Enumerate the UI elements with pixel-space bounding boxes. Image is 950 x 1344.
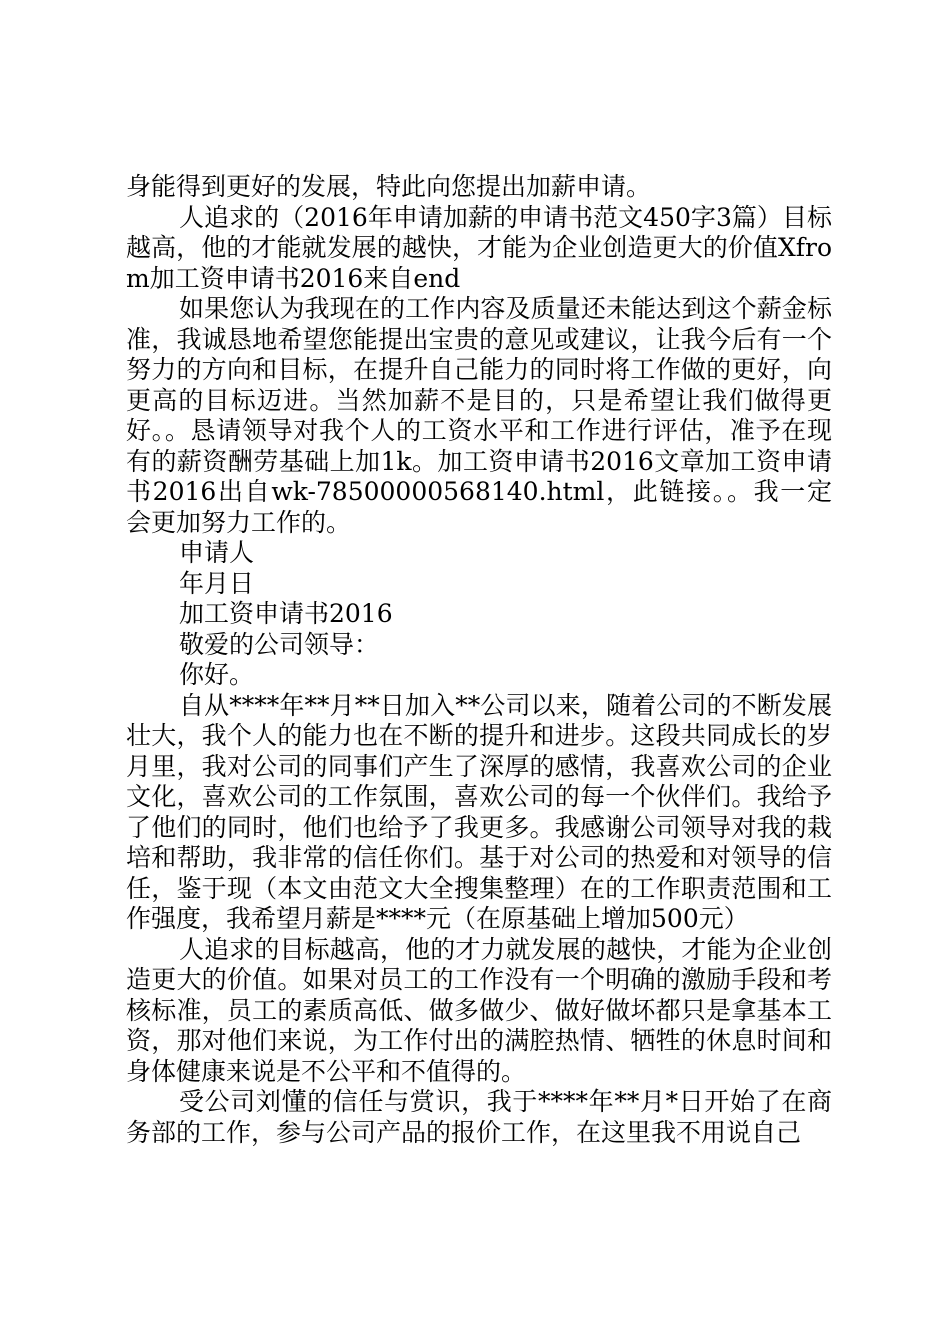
paragraph-work-history: 受公司刘懂的信任与赏识，我于****年**月*日开始了在商务部的工作，参与公司产品的报价工作，在这里我不用说自己 xyxy=(126,1087,832,1147)
letter-title: 加工资申请书2016 xyxy=(179,599,393,628)
signature-date: 年月日 xyxy=(179,568,255,598)
letter-salutation: 敬爱的公司领导： xyxy=(179,629,380,659)
letter-greeting: 你好。 xyxy=(179,660,255,689)
paragraph-goal: 人追求的（2016年申请加薪的申请书范文450字3篇）目标越高，他的才能就发展的越快，才能为企业创造更大的价值Xfrom加工资申请书2016来自end xyxy=(126,202,832,293)
signature-applicant: 申请人 xyxy=(179,538,255,567)
document-body xyxy=(126,172,832,1148)
paragraph-continuation: 身能得到更好的发展，特此向您提出加薪申请。 xyxy=(126,172,652,201)
paragraph-introduction: 自从****年**月**日加入**公司以来，随着公司的不断发展壮大，我个人的能力也在不断的提升和进步。这段共同成长的岁月里，我对公司的同事们产生了深厚的感情，我喜欢公司的企业文化，喜欢公司的工作氛围，喜欢公司的每一个伙伴们。我给予了他们的同时，他们也给予了我更多。我感谢公司领导对我的栽培和帮助，我非常的信任你们。基于对公司的热爱和对领导的信任，鉴于现（本文由范文大全搜集整理）在的工作职责范围和工作强度，我希望月薪是****元（在原基础上增加500元） xyxy=(126,690,832,933)
paragraph-request-feedback: 如果您认为我现在的工作内容及质量还未能达到这个薪金标准，我诚恳地希望您能提出宝贵的意见或建议，让我今后有一个努力的方向和目标，在提升自己能力的同时将工作做的更好，向更高的目标迈进。当然加薪不是目的，只是希望让我们做得更好。。恳请领导对我个人的工资水平和工作进行评估，准予在现有的薪资酬劳基础上加1k。加工资申请书2016文章加工资申请书2016出自wk-78500000568140.html，此链接。。我一定会更加努力工作的。 xyxy=(126,294,832,537)
paragraph-motivation: 人追求的目标越高，他的才力就发展的越快，才能为企业创造更大的价值。如果对员工的工作没有一个明确的激励手段和考核标准，员工的素质高低、做多做少、做好做坏都只是拿基本工资，那对他们来说，为工作付出的满腔热情、牺牲的休息时间和身体健康来说是不公平和不值得的。 xyxy=(126,934,832,1086)
